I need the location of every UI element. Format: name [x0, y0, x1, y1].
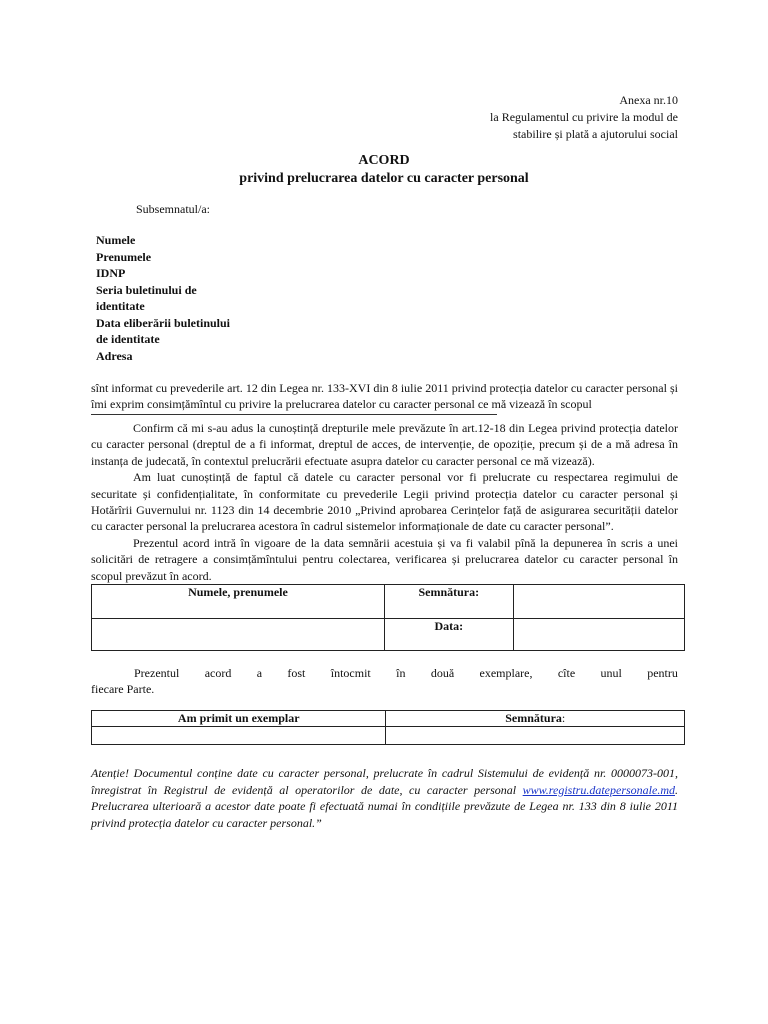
date-label-cell: [384, 619, 513, 651]
date-input-cell[interactable]: [513, 619, 684, 651]
signature-label-cell: [384, 585, 513, 619]
two-copies-word: fost: [287, 666, 306, 680]
notice-text-part1: Atenție! Documentul conține date cu caracter personal, prelucrate în cadrul Sistemului de evidență nr. 0000073-001, înregistrat în Registrul de evidență al operatorilor de date, cu caracter personal: [91, 766, 678, 797]
validity-paragraph: Prezentul acord intră în vigoare de la data semnării acestuia și va fi valabil pînă la depunerea în scris a unei solicitări de retragere a consimțămîntului pentru colectarea, verificarea și prelucrarea datelor cu caracter personal în scopul prevăzut în acord.: [91, 535, 678, 583]
annex-number: Anexa nr.10: [619, 93, 678, 107]
annex-regulation-line-2: stabilire și plată a ajutorului social: [513, 127, 678, 141]
two-copies-word: a: [256, 666, 263, 680]
notice-text-part2: . Prelucrarea ulterioară a acestor date poate fi efectuată numai în condițiile prevăzute de Legea nr. 133 din 8 iulie 2011 privind protecția datelor cu caracter personal.”: [91, 782, 678, 830]
data-protection-notice: [91, 765, 678, 831]
field-label: IDNP: [96, 266, 126, 280]
two-copies-word: Prezentul: [134, 666, 180, 680]
two-copies-word: în: [396, 666, 406, 680]
name-cell[interactable]: [92, 585, 385, 619]
registry-link[interactable]: www.registru.datepersonale.md: [522, 782, 675, 797]
document-subtitle: privind prelucrarea datelor cu caracter personal: [239, 171, 529, 186]
annex-header: [348, 92, 678, 143]
date-label: Data:: [434, 619, 464, 633]
two-copies-word: cîte: [557, 666, 576, 680]
consent-paragraphs: [91, 420, 678, 584]
name-label: Numele, prenumele: [188, 585, 288, 599]
annex-regulation-line: la Regulamentul cu privire la modul de: [490, 110, 678, 124]
undersigned-label: Subsemnatul/a:: [136, 202, 210, 216]
signature-input-cell[interactable]: [513, 585, 684, 619]
aware-paragraph: Am luat cunoștință de faptul că datele cu caracter personal vor fi prelucrate cu respectarea regimului de securitate și confidențialitate, în conformitate cu prevederile Legii privind protecția datelor cu caracter personal și Hotărîrii Guvernului nr. 1123 din 14 decembrie 2010 „Privind aprobarea Cerințelor față de asigurarea securității datelor cu caracter personal la prelucrarea acestora în cadrul sistemelor informaționale de date cu caracter personal”.: [91, 470, 678, 534]
confirm-paragraph: Confirm că mi s-au adus la cunoștință drepturile mele prevăzute în art.12-18 din Legea privind protecția datelor cu caracter personal (dreptul de a fi informat, dreptul de acces, de intervenție, de opoziție, precum și de a mă adresa în instanța de judecată, în contextul prelucrării efectuate asupra datelor cu caracter personal ce mă vizează).: [91, 421, 678, 468]
purpose-blank-line[interactable]: [91, 414, 497, 415]
field-label: Numele: [96, 233, 136, 247]
field-label: Prenumele: [96, 249, 152, 264]
two-copies-paragraph: [91, 665, 678, 697]
two-copies-word: pentru: [647, 666, 678, 680]
two-copies-word: acord: [204, 666, 232, 680]
receipt-signature-label: Semnătura: [505, 711, 562, 725]
two-copies-line-2: fiecare Parte.: [91, 682, 155, 696]
receipt-signature-cell: [386, 711, 685, 727]
received-copy-label: Am primit un exemplar: [177, 711, 300, 725]
receipt-signature-input-cell[interactable]: [386, 727, 685, 745]
two-copies-word: întocmit: [330, 666, 371, 680]
name-input-cell[interactable]: [92, 619, 385, 651]
signature-table: [91, 584, 685, 651]
personal-fields-list: [96, 232, 296, 364]
received-copy-cell: [92, 711, 386, 727]
two-copies-word: unul: [600, 666, 622, 680]
field-label: de identitate: [96, 332, 160, 346]
signature-label: Semnătura:: [418, 585, 480, 599]
two-copies-word: două: [430, 666, 455, 680]
field-label: identitate: [96, 299, 145, 313]
receipt-table: [91, 710, 685, 745]
receipt-signature-colon: :: [561, 711, 566, 725]
informed-text: sînt informat cu prevederile art. 12 din Legea nr. 133-XVI din 8 iulie 2011 privind protecția datelor cu caracter personal și îmi exprim consimțămîntul cu privire la prelucrarea datelor cu caracter personal ce mă vizează în scopul: [91, 381, 678, 412]
field-label: Seria buletinului de: [96, 282, 197, 297]
informed-paragraph: [91, 380, 678, 413]
field-label: Data eliberării buletinului: [96, 315, 231, 330]
field-label: Adresa: [96, 348, 133, 363]
received-copy-input-cell[interactable]: [92, 727, 386, 745]
two-copies-word: exemplare,: [479, 666, 533, 680]
document-title: ACORD: [358, 153, 410, 168]
